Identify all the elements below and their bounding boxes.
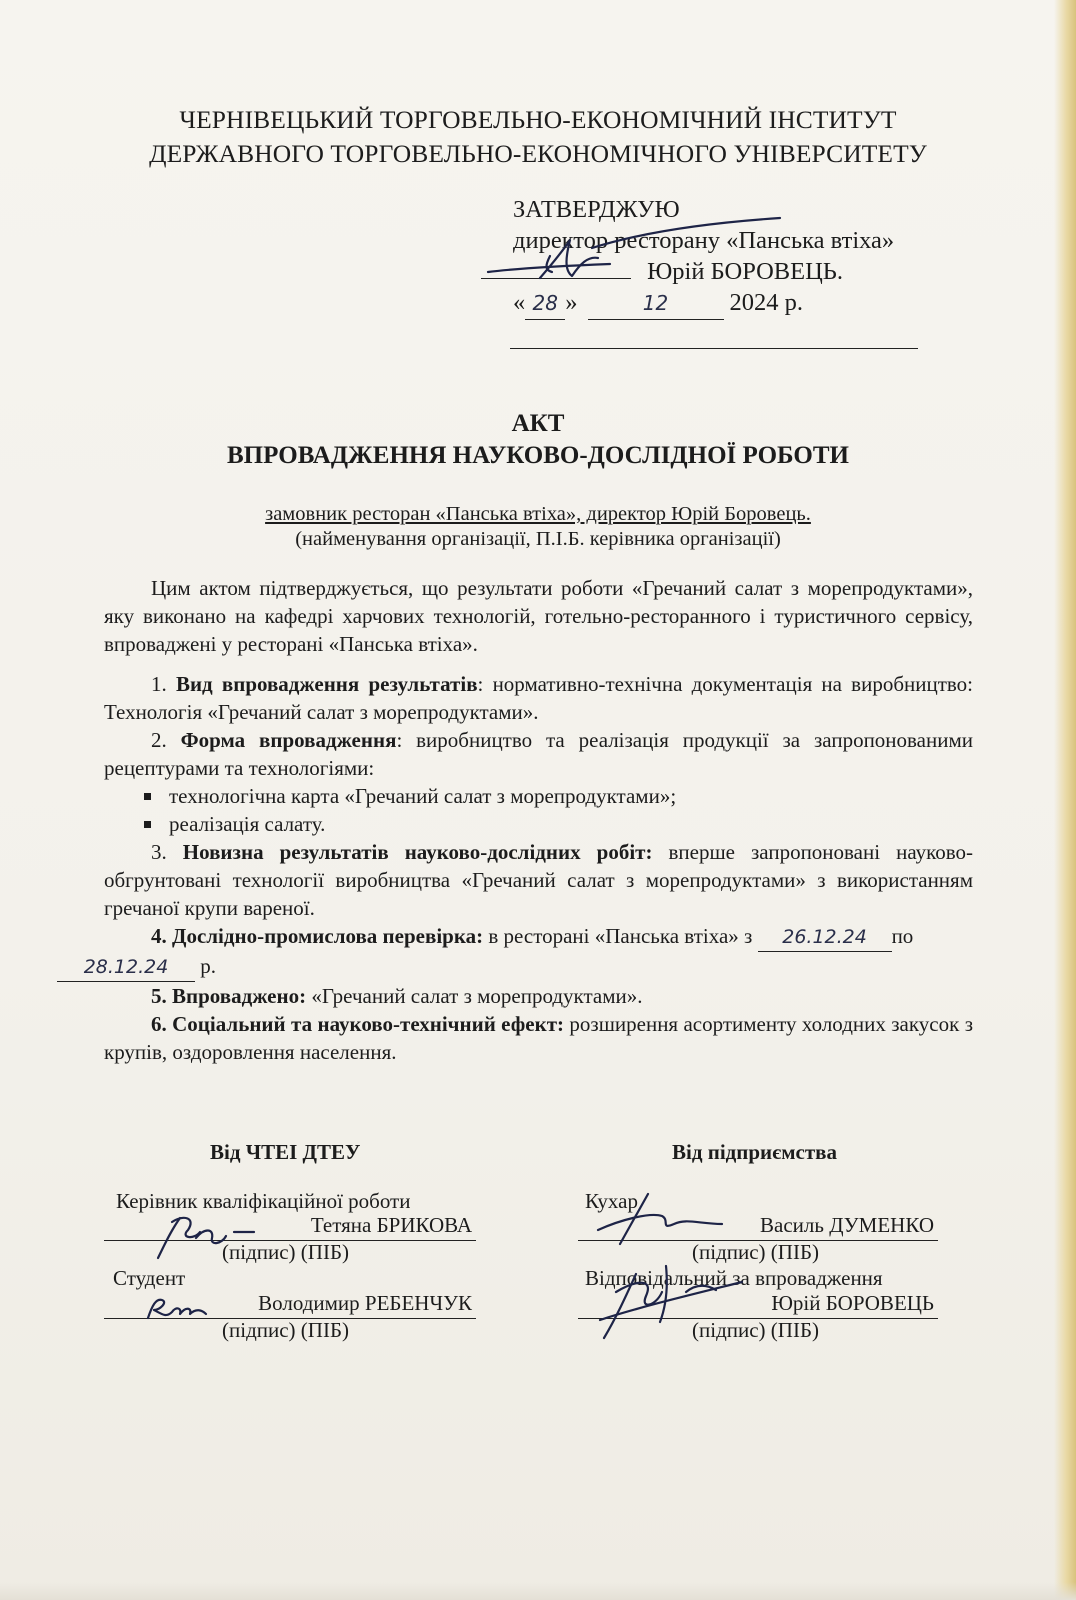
- approval-month: 12: [588, 288, 724, 320]
- director-signature: [480, 212, 800, 292]
- item-4-date-to: 28.12.24: [57, 953, 195, 982]
- approval-name: Юрій БОРОВЕЦЬ.: [647, 258, 844, 285]
- item-6-label: 6. Соціальний та науково-технічний ефект:: [151, 1012, 565, 1036]
- institution-line-1: ЧЕРНІВЕЦЬКИЙ ТОРГОВЕЛЬНО-ЕКОНОМІЧНИЙ ІНСТИТУТ: [179, 105, 897, 134]
- institution-header: [0, 103, 1076, 171]
- right-name-2: Юрій БОРОВЕЦЬ: [771, 1291, 934, 1315]
- right-caption-1: (підпис) (ПІБ): [692, 1240, 819, 1264]
- item-1-number: 1.: [151, 672, 167, 696]
- item-6: [104, 1010, 973, 1066]
- item-4-text-a: в ресторані «Панська втіха» з: [483, 924, 758, 948]
- approval-close-quote: »: [565, 289, 578, 316]
- approval-position: директор ресторану «Панська втіха»: [513, 227, 895, 254]
- right-caption-2: (підпис) (ПІБ): [692, 1318, 819, 1342]
- customer-text: замовник ресторан «Панська втіха», директор Юрій Боровець.: [265, 503, 811, 525]
- item-2-bullets: [104, 782, 973, 838]
- item-5-text: «Гречаний салат з морепродуктами».: [306, 984, 643, 1008]
- approval-open-quote: «: [513, 289, 526, 316]
- item-6-text: розширення асортименту холодних закусок з крупів, оздоровлення населення.: [104, 1012, 973, 1064]
- item-3-number: 3.: [151, 840, 167, 864]
- item-3: [104, 838, 973, 922]
- bullet-text: технологічна карта «Гречаний салат з морепродуктами»;: [169, 784, 677, 808]
- item-2-number: 2.: [151, 728, 167, 752]
- institution-line-2: ДЕРЖАВНОГО ТОРГОВЕЛЬНО-ЕКОНОМІЧНОГО УНІВЕРСИТЕТУ: [149, 139, 927, 168]
- right-role-1: Кухар: [585, 1189, 638, 1213]
- approval-day: 28: [525, 288, 565, 320]
- item-4-date-from: 26.12.24: [758, 923, 892, 952]
- intro-paragraph: Цим актом підтверджується, що результати роботи «Гречаний салат з морепродуктами», яку виконано на кафедрі харчових технологій, готельно-ресторанного і туристичного сервісу, впроваджені у ресторані «Панська втіха».: [104, 576, 973, 656]
- left-name-1: Тетяна БРИКОВА: [310, 1213, 472, 1237]
- act-title: [0, 408, 1076, 472]
- item-4-label: 4. Дослідно-промислова перевірка:: [151, 924, 484, 948]
- student-signature: [142, 1292, 212, 1324]
- right-role-2: Відповідальний за впровадження: [585, 1266, 883, 1290]
- item-5: [104, 982, 973, 1010]
- act-title-line-1: АКТ: [511, 410, 565, 437]
- cook-signature: [590, 1190, 730, 1250]
- approval-underline: [510, 348, 918, 349]
- item-1-label: Вид впровадження результатів: [175, 672, 478, 696]
- item-1: [104, 670, 973, 726]
- item-4-text-c: р.: [195, 954, 216, 978]
- item-2-text: : виробництво та реалізація продукції за запропонованими рецептурами та технологіями:: [104, 728, 974, 780]
- act-title-line-2: ВПРОВАДЖЕННЯ НАУКОВО-ДОСЛІДНОЇ РОБОТИ: [227, 442, 849, 469]
- item-1-text: : нормативно-технічна документація на виробництво: Технологія «Гречаний салат з морепродуктами».: [104, 672, 974, 724]
- act-body: [83, 574, 974, 1066]
- item-3-label: Новизна результатів науково-дослідних робіт:: [182, 840, 653, 864]
- customer-block: [0, 502, 1076, 552]
- left-name-2: Володимир РЕБЕНЧУК: [258, 1291, 472, 1315]
- bullet-icon: [144, 821, 151, 828]
- approval-heading: ЗАТВЕРДЖУЮ: [513, 196, 680, 223]
- left-caption-2: (підпис) (ПІБ): [222, 1318, 349, 1342]
- item-4-text-b: по: [891, 924, 914, 948]
- approval-year: 2024 р.: [729, 289, 803, 316]
- item-2-label: Форма впровадження: [180, 728, 397, 752]
- item-5-label: 5. Впроваджено:: [151, 984, 307, 1008]
- right-name-1: Василь ДУМЕНКО: [760, 1213, 934, 1237]
- item-2: [104, 726, 973, 782]
- bullet-icon: [144, 793, 151, 800]
- item-3-text: вперше запропоновані науково-обгрунтовані технології виробництва «Гречаний салат з морепродуктами» з використанням гречаної крупи вареної.: [104, 840, 973, 920]
- left-caption-1: (підпис) (ПІБ): [222, 1240, 349, 1264]
- paper-edge: [1054, 0, 1076, 1600]
- bullet-text: реалізація салату.: [169, 812, 326, 836]
- bullet-item: [104, 782, 973, 810]
- left-role-1: Керівник кваліфікаційної роботи: [116, 1189, 411, 1213]
- left-column-heading: Від ЧТЕІ ДТЕУ: [210, 1140, 361, 1164]
- paper-shadow: [0, 1582, 1076, 1600]
- right-column-heading: Від підприємства: [672, 1140, 838, 1164]
- item-4: [83, 922, 973, 982]
- supervisor-signature: [150, 1210, 260, 1260]
- left-role-2: Студент: [113, 1266, 186, 1290]
- responsible-signature: [596, 1262, 746, 1342]
- bullet-item: [104, 810, 973, 838]
- customer-caption: (найменування організації, П.І.Б. керівника організації): [295, 528, 781, 550]
